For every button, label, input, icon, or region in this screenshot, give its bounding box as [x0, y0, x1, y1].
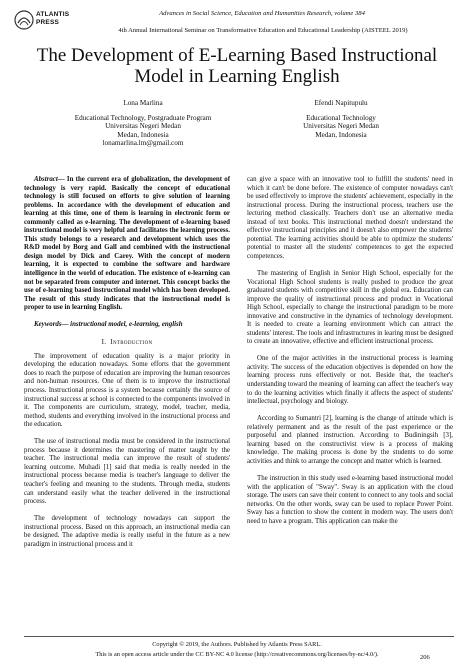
- right-column: [247, 176, 453, 535]
- journal-name: Advances in Social Science, Education and Humanities Research, volume 384: [159, 10, 365, 17]
- abstract-text: In the current era of globalization, the development of technology is very rapid. Basically the concept of educational technology is still focused on efforts to give solution of learning problems. In accordance with the development of education and learning at this time, one of them is learning in electronic form or commonly called as e-learning. The development of e-learning based instructional model is very helpful and facilitates the learning process. This study belongs to a research and development which uses the R&D model by Borg and Gall and combined with the instructional design model by Dick and Carey. With the concept of modern learning, it is expected to combine the software and hardware intelligence in the world of education. The existence of e-learning can not be separated from computer and internet. This concept backs the use of e-learning based instructional model which has been developed. The result of this study indicates that the instructional model is proper to use in learning English.: [24, 176, 230, 312]
- publisher-logo[interactable]: [14, 8, 74, 36]
- body-paragraph: The improvement of education quality is a major priority in developing the education nowadays. Some efforts that the government does to reach the purpose of education are improving the human resources and non-human resources. One of them is to improve the instructional process. Instructional process is a system because certainly the source of instructional success at school is connected to the components involved in it. The components are curriculum, strategy, model, teacher, media, method, students and everything involved in the instructional process and the education.: [24, 352, 230, 429]
- body-paragraph: The development of technology nowadays can support the instructional process. Based on this approach, an instructional media can be designed. The adaptive media is really useful in the future as a new paradigm in instructional process and it: [24, 515, 230, 548]
- atlantis-press-emblem-icon: [14, 10, 34, 30]
- author-email[interactable]: lonamarlina.lm@gmail.com: [102, 139, 184, 148]
- body-paragraph: The use of instructional media must be considered in the instructional process because it determines the mastering of matter taught by the teacher. The instructional media can improve the result of students' learning outcome. Muhadi [1] said that media is really needed in the instructional process because media is teacher's language to deliver the teacher's feeling and meaning to the students. Through media, students can understand easily what the teacher delivered in the instructional process.: [24, 438, 230, 506]
- body-paragraph: According to Sumantri [2], learning is the change of attitude which is relatively permanent and as the result of the past experience or the purposeful and planned instruction. According to Budiningsih [3], learning based on the constructivist view is a process of making knowledge. The making process is done by the students to do some activities and think to arrange the concept and matter which is learned.: [247, 415, 453, 465]
- seminar-name: 4th Annual International Seminar on Transformative Education and Educational Leadership (AISTEEL 2019): [118, 27, 408, 34]
- footer-divider: [24, 636, 454, 637]
- body-paragraph: One of the major activities in the instructional process is learning activity. The success of the education objectives is depended on how the learning process runs effectively or not. Beside that, the teacher's understanding toward the meaning of learning can affect the teacher's way to do the learning activities which finally it affects the aspect of students' intellectual, psychology and biology.: [247, 355, 453, 406]
- publisher-name: ATLANTIS PRESS: [36, 11, 70, 26]
- abstract: [24, 176, 230, 313]
- section-heading-introduction: I. Introduction: [101, 338, 153, 347]
- footer-copyright: Copyright © 2019, the Authors. Published by Atlantis Press SARL.: [152, 641, 322, 648]
- footer-license[interactable]: This is an open access article under the CC BY-NC 4.0 license (http://creativecommons.org/licenses/by-nc/4.0/).: [95, 651, 379, 658]
- author-department: Educational Technology: [306, 113, 376, 122]
- body-paragraph: The mastering of English in Senior High School, especially for the Vocational High School students is really pushed to produce the great graduated students with competitive skill in the global era. Education can improve the quality of instructional process and product in Vocational High School, especially to change the instructional paradigm to be more innovative and constructive in the dynamics of technology development. It is needed to create a learning environment which can attract the students' interest. The tools and infrastructures in learing must be designed to create an innovative, effective and efficient instructional process.: [247, 269, 453, 346]
- abstract-label: Abstract—: [34, 176, 65, 183]
- body-paragraph: The instruction in this study used e-learning based instructional model with the application of "Sway". Sway is an application with the cloud storage. The users can save their content to connect to any tools and social networks. On the other words, sway can be used to replace Power Point. Sway has a function to show the content in modern way. The users don't need to have a program. This application can make the: [247, 474, 453, 525]
- author-city: Medan, Indonesia: [315, 130, 367, 139]
- author-department: Educational Technology, Postgraduate Program: [74, 113, 212, 122]
- author-city: Medan, Indonesia: [117, 130, 169, 139]
- left-column: [24, 176, 230, 558]
- paper-title: The Development of E-Learning Based Instructional Model in Learning English: [36, 45, 438, 87]
- author-university: Universitas Negeri Medan: [303, 122, 379, 131]
- author-name: Efendi Napitupulu: [314, 99, 368, 107]
- keywords: Keywords— instructional model, e-learning, english: [34, 321, 183, 329]
- author-university: Universitas Negeri Medan: [105, 122, 181, 131]
- body-paragraph: can give a space with an innovative tool to fulfill the students' need in which it can't be done before. The existence of computer nowadays can't be used effectively to improve the students' achievement, especially in the instructional process. During the instructional process, teachers use the lecturing method classically. Teachers don't use an alternative media instead of text books. This instructional method doesn't understand the effective instructional principles and it doesn't also empower the students' potential. The learning activities should be able to optimize the students' potential to master all the students' competences to get the expected competences.: [247, 176, 453, 260]
- author-name: Lona Marlina: [123, 99, 163, 107]
- page-number: 206: [420, 654, 430, 661]
- author-block-2: [256, 99, 426, 139]
- author-block-1: [58, 99, 228, 148]
